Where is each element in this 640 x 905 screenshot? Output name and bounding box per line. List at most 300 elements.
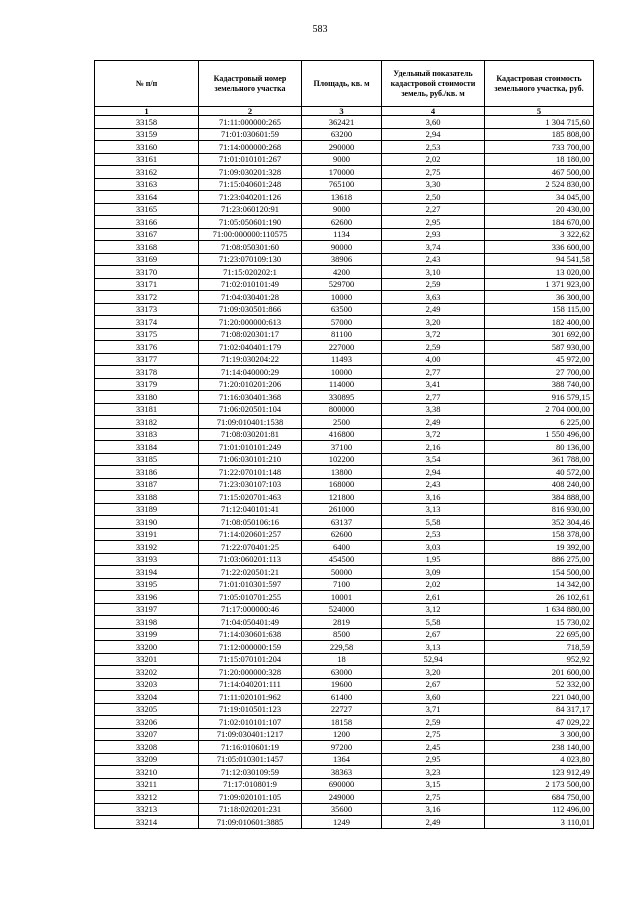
row-number-cell: 33184 — [95, 441, 199, 454]
row-number-cell: 33202 — [95, 666, 199, 679]
cadastral-number-cell: 71:02:040401:179 — [199, 341, 302, 354]
cadastral-number-cell: 71:23:040201:126 — [199, 191, 302, 204]
table-row — [95, 453, 594, 466]
specific-value-cell: 2,59 — [382, 341, 485, 354]
area-cell: 330895 — [302, 391, 382, 404]
row-number-cell: 33163 — [95, 178, 199, 191]
table-row — [95, 478, 594, 491]
table-row — [95, 578, 594, 591]
table-row — [95, 503, 594, 516]
cadastral-number-cell: 71:04:050401:49 — [199, 616, 302, 629]
specific-value-cell: 2,95 — [382, 216, 485, 229]
cadastral-value-cell: 1 634 880,00 — [485, 603, 594, 616]
specific-value-cell: 2,45 — [382, 741, 485, 754]
area-cell: 1249 — [302, 816, 382, 829]
specific-value-cell: 3,30 — [382, 178, 485, 191]
cadastral-number-cell: 71:01:010101:249 — [199, 441, 302, 454]
cadastral-number-cell: 71:06:020501:104 — [199, 403, 302, 416]
cadastral-value-cell: 158 378,00 — [485, 528, 594, 541]
specific-value-cell: 2,93 — [382, 228, 485, 241]
area-cell: 121800 — [302, 491, 382, 504]
specific-value-cell: 2,75 — [382, 728, 485, 741]
table-row — [95, 428, 594, 441]
cadastral-number-cell: 71:05:010701:255 — [199, 591, 302, 604]
column-number: 1 — [95, 107, 199, 116]
area-cell: 22727 — [302, 703, 382, 716]
area-cell: 7100 — [302, 578, 382, 591]
specific-value-cell: 2,27 — [382, 203, 485, 216]
cadastral-value-cell: 15 730,02 — [485, 616, 594, 629]
area-cell: 1134 — [302, 228, 382, 241]
column-number: 3 — [302, 107, 382, 116]
area-cell: 765100 — [302, 178, 382, 191]
cadastral-number-cell: 71:20:000000:328 — [199, 666, 302, 679]
column-number: 4 — [382, 107, 485, 116]
cadastral-number-cell: 71:23:070109:130 — [199, 253, 302, 266]
area-cell: 2500 — [302, 416, 382, 429]
specific-value-cell: 3,16 — [382, 491, 485, 504]
cadastral-number-cell: 71:14:040000:29 — [199, 366, 302, 379]
table-row — [95, 403, 594, 416]
table-row — [95, 378, 594, 391]
specific-value-cell: 2,49 — [382, 303, 485, 316]
area-cell: 2819 — [302, 616, 382, 629]
row-number-cell: 33214 — [95, 816, 199, 829]
specific-value-cell: 5,58 — [382, 516, 485, 529]
cadastral-value-cell: 4 023,80 — [485, 753, 594, 766]
cadastral-value-cell: 384 888,00 — [485, 491, 594, 504]
area-cell: 8500 — [302, 628, 382, 641]
table-row — [95, 416, 594, 429]
table-row — [95, 153, 594, 166]
row-number-cell: 33197 — [95, 603, 199, 616]
specific-value-cell: 2,49 — [382, 416, 485, 429]
specific-value-cell: 3,16 — [382, 803, 485, 816]
row-number-cell: 33193 — [95, 553, 199, 566]
area-cell: 290000 — [302, 141, 382, 154]
cadastral-number-cell: 71:15:020202:1 — [199, 266, 302, 279]
specific-value-cell: 2,75 — [382, 791, 485, 804]
specific-value-cell: 52,94 — [382, 653, 485, 666]
area-cell: 63137 — [302, 516, 382, 529]
specific-value-cell: 2,95 — [382, 753, 485, 766]
header-row — [95, 61, 594, 107]
table-row — [95, 541, 594, 554]
row-number-cell: 33162 — [95, 166, 199, 179]
specific-value-cell: 2,43 — [382, 253, 485, 266]
cadastral-value-cell: 27 700,00 — [485, 366, 594, 379]
table-row — [95, 216, 594, 229]
table-body — [95, 116, 594, 829]
row-number-cell: 33176 — [95, 341, 199, 354]
table-row — [95, 741, 594, 754]
row-number-cell: 33208 — [95, 741, 199, 754]
area-cell: 19600 — [302, 678, 382, 691]
header-row-number: № п/п — [95, 61, 199, 107]
area-cell: 249000 — [302, 791, 382, 804]
cadastral-number-cell: 71:12:040101:41 — [199, 503, 302, 516]
cadastral-number-cell: 71:23:030107:103 — [199, 478, 302, 491]
specific-value-cell: 3,20 — [382, 666, 485, 679]
table-row — [95, 191, 594, 204]
table-row — [95, 641, 594, 654]
cadastral-value-cell: 336 600,00 — [485, 241, 594, 254]
header-specific-value: Удельный показатель кадастровой стоимости земель, руб./кв. м — [382, 61, 485, 107]
cadastral-number-cell: 71:14:020601:257 — [199, 528, 302, 541]
cadastral-number-cell: 71:23:060120:91 — [199, 203, 302, 216]
specific-value-cell: 3,54 — [382, 453, 485, 466]
cadastral-value-cell: 2 524 830,00 — [485, 178, 594, 191]
area-cell: 690000 — [302, 778, 382, 791]
table-row — [95, 328, 594, 341]
table-row — [95, 816, 594, 829]
cadastral-value-cell: 301 692,00 — [485, 328, 594, 341]
row-number-cell: 33204 — [95, 691, 199, 704]
cadastral-number-cell: 71:15:070101:204 — [199, 653, 302, 666]
column-number: 5 — [485, 107, 594, 116]
cadastral-value-cell: 916 579,15 — [485, 391, 594, 404]
area-cell: 524000 — [302, 603, 382, 616]
row-number-cell: 33206 — [95, 716, 199, 729]
specific-value-cell: 3,15 — [382, 778, 485, 791]
cadastral-number-cell: 71:09:010601:3885 — [199, 816, 302, 829]
cadastral-value-cell: 52 332,00 — [485, 678, 594, 691]
cadastral-value-cell: 154 500,00 — [485, 566, 594, 579]
specific-value-cell: 3,09 — [382, 566, 485, 579]
cadastral-number-cell: 71:22:070401:25 — [199, 541, 302, 554]
table-row — [95, 791, 594, 804]
row-number-cell: 33179 — [95, 378, 199, 391]
table-row — [95, 516, 594, 529]
cadastral-value-cell: 886 275,00 — [485, 553, 594, 566]
specific-value-cell: 3,13 — [382, 641, 485, 654]
table-row — [95, 753, 594, 766]
row-number-cell: 33196 — [95, 591, 199, 604]
cadastral-value-cell: 20 430,00 — [485, 203, 594, 216]
area-cell: 227000 — [302, 341, 382, 354]
table-row — [95, 228, 594, 241]
specific-value-cell: 3,03 — [382, 541, 485, 554]
row-number-cell: 33201 — [95, 653, 199, 666]
cadastral-number-cell: 71:14:040201:111 — [199, 678, 302, 691]
table-row — [95, 628, 594, 641]
cadastral-number-cell: 71:03:060201:113 — [199, 553, 302, 566]
specific-value-cell: 3,20 — [382, 316, 485, 329]
row-number-cell: 33164 — [95, 191, 199, 204]
specific-value-cell: 2,77 — [382, 366, 485, 379]
specific-value-cell: 2,77 — [382, 391, 485, 404]
area-cell: 97200 — [302, 741, 382, 754]
cadastral-value-cell: 718,59 — [485, 641, 594, 654]
specific-value-cell: 3,72 — [382, 328, 485, 341]
table-row — [95, 241, 594, 254]
row-number-cell: 33161 — [95, 153, 199, 166]
row-number-cell: 33207 — [95, 728, 199, 741]
cadastral-value-table — [94, 60, 594, 829]
cadastral-number-cell: 71:02:010101:49 — [199, 278, 302, 291]
table-row — [95, 603, 594, 616]
cadastral-number-cell: 71:02:010101:107 — [199, 716, 302, 729]
area-cell: 38906 — [302, 253, 382, 266]
table-row — [95, 703, 594, 716]
row-number-cell: 33174 — [95, 316, 199, 329]
specific-value-cell: 2,43 — [382, 478, 485, 491]
table-row — [95, 491, 594, 504]
row-number-cell: 33175 — [95, 328, 199, 341]
table-row — [95, 141, 594, 154]
cadastral-number-cell: 71:01:010101:267 — [199, 153, 302, 166]
cadastral-value-cell: 185 808,00 — [485, 128, 594, 141]
cadastral-value-cell: 45 972,00 — [485, 353, 594, 366]
table-row — [95, 278, 594, 291]
row-number-cell: 33188 — [95, 491, 199, 504]
row-number-cell: 33203 — [95, 678, 199, 691]
header-cadastral-value: Кадастровая стоимость земельного участка, руб. — [485, 61, 594, 107]
area-cell: 13800 — [302, 466, 382, 479]
row-number-cell: 33160 — [95, 141, 199, 154]
row-number-cell: 33158 — [95, 116, 199, 129]
cadastral-number-cell: 71:22:070101:148 — [199, 466, 302, 479]
table-row — [95, 441, 594, 454]
specific-value-cell: 2,94 — [382, 128, 485, 141]
area-cell: 170000 — [302, 166, 382, 179]
area-cell: 261000 — [302, 503, 382, 516]
area-cell: 102200 — [302, 453, 382, 466]
area-cell: 416800 — [302, 428, 382, 441]
cadastral-number-cell: 71:17:010801:9 — [199, 778, 302, 791]
cadastral-number-cell: 71:19:030204:22 — [199, 353, 302, 366]
cadastral-number-cell: 71:11:020101:962 — [199, 691, 302, 704]
row-number-cell: 33191 — [95, 528, 199, 541]
cadastral-value-cell: 47 029,22 — [485, 716, 594, 729]
cadastral-value-cell: 684 750,00 — [485, 791, 594, 804]
table-row — [95, 116, 594, 129]
cadastral-value-cell: 84 317,17 — [485, 703, 594, 716]
cadastral-number-cell: 71:20:000000:613 — [199, 316, 302, 329]
specific-value-cell: 4,00 — [382, 353, 485, 366]
specific-value-cell: 2,67 — [382, 678, 485, 691]
table-row — [95, 466, 594, 479]
area-cell: 50000 — [302, 566, 382, 579]
cadastral-value-cell: 6 225,00 — [485, 416, 594, 429]
row-number-cell: 33181 — [95, 403, 199, 416]
cadastral-value-cell: 94 541,58 — [485, 253, 594, 266]
cadastral-value-cell: 952,92 — [485, 653, 594, 666]
row-number-cell: 33171 — [95, 278, 199, 291]
cadastral-number-cell: 71:08:050106:16 — [199, 516, 302, 529]
table-row — [95, 728, 594, 741]
cadastral-value-cell: 34 045,00 — [485, 191, 594, 204]
area-cell: 62600 — [302, 528, 382, 541]
specific-value-cell: 5,58 — [382, 616, 485, 629]
cadastral-value-cell: 352 304,46 — [485, 516, 594, 529]
row-number-cell: 33180 — [95, 391, 199, 404]
cadastral-number-cell: 71:09:030201:328 — [199, 166, 302, 179]
cadastral-value-cell: 388 740,00 — [485, 378, 594, 391]
specific-value-cell: 3,13 — [382, 503, 485, 516]
cadastral-value-cell: 2 173 500,00 — [485, 778, 594, 791]
cadastral-number-cell: 71:16:010601:19 — [199, 741, 302, 754]
specific-value-cell: 1,95 — [382, 553, 485, 566]
area-cell: 18158 — [302, 716, 382, 729]
area-cell: 63000 — [302, 666, 382, 679]
specific-value-cell: 3,10 — [382, 266, 485, 279]
cadastral-value-cell: 18 180,00 — [485, 153, 594, 166]
specific-value-cell: 2,67 — [382, 628, 485, 641]
cadastral-number-cell: 71:09:030501:866 — [199, 303, 302, 316]
table-row — [95, 391, 594, 404]
row-number-cell: 33189 — [95, 503, 199, 516]
row-number-cell: 33170 — [95, 266, 199, 279]
specific-value-cell: 2,02 — [382, 578, 485, 591]
row-number-cell: 33169 — [95, 253, 199, 266]
row-number-cell: 33167 — [95, 228, 199, 241]
cadastral-number-cell: 71:14:030601:638 — [199, 628, 302, 641]
row-number-cell: 33200 — [95, 641, 199, 654]
table-row — [95, 316, 594, 329]
row-number-cell: 33166 — [95, 216, 199, 229]
specific-value-cell: 3,72 — [382, 428, 485, 441]
cadastral-value-cell: 1 304 715,60 — [485, 116, 594, 129]
row-number-cell: 33195 — [95, 578, 199, 591]
area-cell: 10000 — [302, 291, 382, 304]
area-cell: 37100 — [302, 441, 382, 454]
area-cell: 1200 — [302, 728, 382, 741]
specific-value-cell: 3,74 — [382, 241, 485, 254]
cadastral-number-cell: 71:12:030109:59 — [199, 766, 302, 779]
cadastral-value-cell: 1 550 496,00 — [485, 428, 594, 441]
area-cell: 61400 — [302, 691, 382, 704]
cadastral-value-cell: 184 670,00 — [485, 216, 594, 229]
cadastral-value-cell: 3 300,00 — [485, 728, 594, 741]
table-row — [95, 666, 594, 679]
area-cell: 63500 — [302, 303, 382, 316]
specific-value-cell: 3,71 — [382, 703, 485, 716]
row-number-cell: 33177 — [95, 353, 199, 366]
cadastral-number-cell: 71:17:000000:46 — [199, 603, 302, 616]
row-number-cell: 33186 — [95, 466, 199, 479]
row-number-cell: 33159 — [95, 128, 199, 141]
cadastral-value-cell: 13 020,00 — [485, 266, 594, 279]
cadastral-number-cell: 71:12:000000:159 — [199, 641, 302, 654]
cadastral-number-cell: 71:08:030201:81 — [199, 428, 302, 441]
area-cell: 529700 — [302, 278, 382, 291]
area-cell: 1364 — [302, 753, 382, 766]
row-number-cell: 33190 — [95, 516, 199, 529]
cadastral-number-cell: 71:08:050301:60 — [199, 241, 302, 254]
area-cell: 229,58 — [302, 641, 382, 654]
row-number-cell: 33205 — [95, 703, 199, 716]
cadastral-value-cell: 361 788,00 — [485, 453, 594, 466]
area-cell: 13618 — [302, 191, 382, 204]
area-cell: 9000 — [302, 203, 382, 216]
table-row — [95, 803, 594, 816]
table-row — [95, 691, 594, 704]
table-row — [95, 528, 594, 541]
cadastral-number-cell: 71:00:000000:110575 — [199, 228, 302, 241]
specific-value-cell: 3,60 — [382, 691, 485, 704]
cadastral-number-cell: 71:04:030401:28 — [199, 291, 302, 304]
specific-value-cell: 3,23 — [382, 766, 485, 779]
row-number-cell: 33168 — [95, 241, 199, 254]
table-row — [95, 166, 594, 179]
row-number-cell: 33198 — [95, 616, 199, 629]
cadastral-number-cell: 71:18:020201:231 — [199, 803, 302, 816]
cadastral-number-cell: 71:09:030401:1217 — [199, 728, 302, 741]
cadastral-value-cell: 733 700,00 — [485, 141, 594, 154]
row-number-cell: 33209 — [95, 753, 199, 766]
cadastral-number-cell: 71:01:010301:597 — [199, 578, 302, 591]
table-row — [95, 591, 594, 604]
cadastral-value-cell: 158 115,00 — [485, 303, 594, 316]
area-cell: 10000 — [302, 366, 382, 379]
cadastral-value-cell: 36 300,00 — [485, 291, 594, 304]
area-cell: 10001 — [302, 591, 382, 604]
table-row — [95, 778, 594, 791]
specific-value-cell: 3,60 — [382, 116, 485, 129]
specific-value-cell: 3,12 — [382, 603, 485, 616]
specific-value-cell: 2,75 — [382, 166, 485, 179]
table-row — [95, 178, 594, 191]
table-row — [95, 128, 594, 141]
row-number-cell: 33185 — [95, 453, 199, 466]
area-cell: 81100 — [302, 328, 382, 341]
column-number-row — [95, 107, 594, 116]
row-number-cell: 33173 — [95, 303, 199, 316]
column-number: 2 — [199, 107, 302, 116]
cadastral-number-cell: 71:20:010201:206 — [199, 378, 302, 391]
area-cell: 90000 — [302, 241, 382, 254]
specific-value-cell: 3,41 — [382, 378, 485, 391]
table-row — [95, 716, 594, 729]
cadastral-number-cell: 71:05:050601:190 — [199, 216, 302, 229]
row-number-cell: 33172 — [95, 291, 199, 304]
table-row — [95, 553, 594, 566]
cadastral-number-cell: 71:08:020301:17 — [199, 328, 302, 341]
table-row — [95, 678, 594, 691]
specific-value-cell: 2,53 — [382, 528, 485, 541]
cadastral-value-cell: 19 392,00 — [485, 541, 594, 554]
table-row — [95, 203, 594, 216]
specific-value-cell: 2,94 — [382, 466, 485, 479]
cadastral-number-cell: 71:22:020501:21 — [199, 566, 302, 579]
cadastral-value-cell: 14 342,00 — [485, 578, 594, 591]
area-cell: 800000 — [302, 403, 382, 416]
row-number-cell: 33183 — [95, 428, 199, 441]
area-cell: 35600 — [302, 803, 382, 816]
specific-value-cell: 2,16 — [382, 441, 485, 454]
specific-value-cell: 2,50 — [382, 191, 485, 204]
specific-value-cell: 2,59 — [382, 278, 485, 291]
area-cell: 168000 — [302, 478, 382, 491]
row-number-cell: 33211 — [95, 778, 199, 791]
cadastral-value-cell: 201 600,00 — [485, 666, 594, 679]
area-cell: 57000 — [302, 316, 382, 329]
table-row — [95, 353, 594, 366]
specific-value-cell: 2,53 — [382, 141, 485, 154]
specific-value-cell: 2,49 — [382, 816, 485, 829]
cadastral-value-cell: 2 704 000,00 — [485, 403, 594, 416]
table-row — [95, 366, 594, 379]
cadastral-value-cell: 123 912,49 — [485, 766, 594, 779]
header-cadastral-number: Кадастровый номер земельного участка — [199, 61, 302, 107]
cadastral-number-cell: 71:16:030401:368 — [199, 391, 302, 404]
cadastral-number-cell: 71:06:030101:210 — [199, 453, 302, 466]
cadastral-value-cell: 80 136,00 — [485, 441, 594, 454]
table-row — [95, 653, 594, 666]
area-cell: 362421 — [302, 116, 382, 129]
row-number-cell: 33194 — [95, 566, 199, 579]
